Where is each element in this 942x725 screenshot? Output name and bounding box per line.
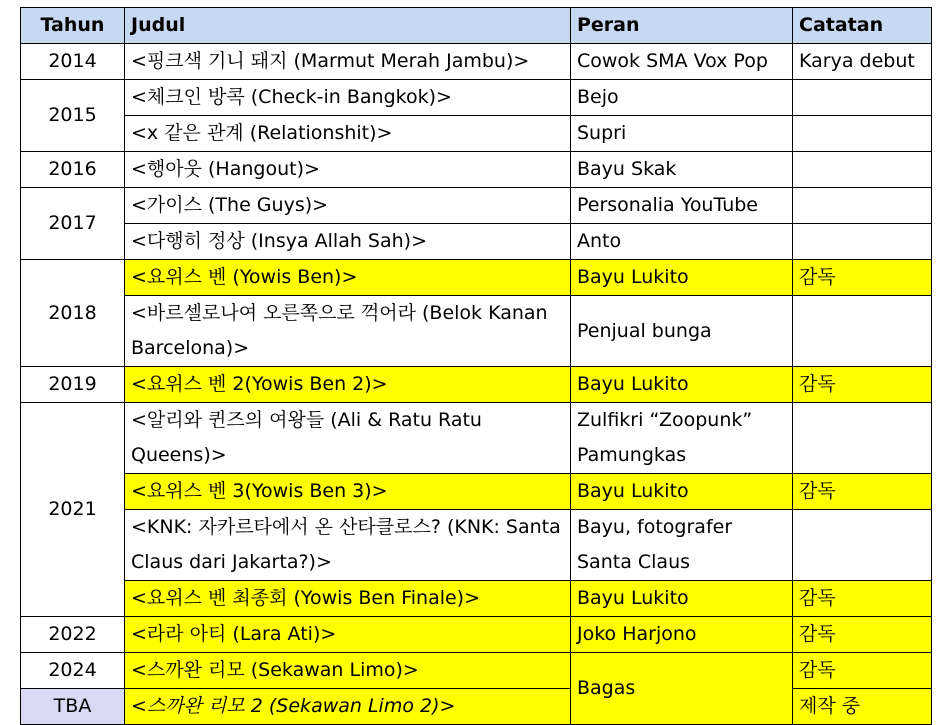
title-cell: <요위스 벤 최종회 (Yowis Ben Finale)> — [125, 581, 571, 617]
table-row — [21, 224, 932, 260]
year-cell: 2015 — [21, 80, 125, 152]
table-row — [21, 152, 932, 188]
table-row — [21, 188, 932, 224]
title-cell: <KNK: 자카르타에서 온 산타클로스? (KNK: Santa Claus dari Jakarta?)> — [125, 510, 571, 581]
role-cell: Bayu Lukito — [571, 474, 793, 510]
table-row — [21, 617, 932, 653]
note-cell: 감독 — [793, 653, 932, 689]
table-row — [21, 367, 932, 403]
note-cell — [793, 152, 932, 188]
note-cell: 감독 — [793, 617, 932, 653]
role-cell: Joko Harjono — [571, 617, 793, 653]
note-cell — [793, 116, 932, 152]
title-cell: <요위스 벤 (Yowis Ben)> — [125, 260, 571, 296]
note-cell: 제작 중 — [793, 689, 932, 725]
table-row — [21, 474, 932, 510]
role-cell: Bayu, fotografer Santa Claus — [571, 510, 793, 581]
role-cell: Personalia YouTube — [571, 188, 793, 224]
table-row — [21, 689, 932, 725]
role-cell: Bayu Lukito — [571, 581, 793, 617]
title-cell: <요위스 벤 2(Yowis Ben 2)> — [125, 367, 571, 403]
year-cell: 2022 — [21, 617, 125, 653]
note-cell: Karya debut — [793, 44, 932, 80]
table-row — [21, 80, 932, 116]
role-cell: Bayu Lukito — [571, 260, 793, 296]
year-cell: 2021 — [21, 403, 125, 617]
table-row — [21, 296, 932, 367]
title-cell: <스까완 리모 2 (Sekawan Limo 2)> — [125, 689, 571, 725]
role-cell: Anto — [571, 224, 793, 260]
note-cell — [793, 188, 932, 224]
year-cell: 2024 — [21, 653, 125, 689]
table-row — [21, 260, 932, 296]
title-cell: <핑크색 기니 돼지 (Marmut Merah Jambu)> — [125, 44, 571, 80]
title-cell: <다행히 정상 (Insya Allah Sah)> — [125, 224, 571, 260]
header-year: Tahun — [21, 8, 125, 44]
note-cell: 감독 — [793, 260, 932, 296]
title-cell: <라라 아티 (Lara Ati)> — [125, 617, 571, 653]
year-cell: 2018 — [21, 260, 125, 367]
role-cell: Bayu Lukito — [571, 367, 793, 403]
title-cell: <스까완 리모 (Sekawan Limo)> — [125, 653, 571, 689]
role-cell: Bejo — [571, 80, 793, 116]
note-cell: 감독 — [793, 474, 932, 510]
title-cell: <요위스 벤 3(Yowis Ben 3)> — [125, 474, 571, 510]
note-cell — [793, 403, 932, 474]
table-row — [21, 116, 932, 152]
header-role: Peran — [571, 8, 793, 44]
table-row — [21, 403, 932, 474]
note-cell — [793, 224, 932, 260]
title-cell: <가이스 (The Guys)> — [125, 188, 571, 224]
title-cell: <x 같은 관계 (Relationshit)> — [125, 116, 571, 152]
year-cell: 2014 — [21, 44, 125, 80]
title-cell: <체크인 방콕 (Check-in Bangkok)> — [125, 80, 571, 116]
year-cell: 2019 — [21, 367, 125, 403]
note-cell — [793, 80, 932, 116]
year-cell: 2016 — [21, 152, 125, 188]
title-cell: <바르셀로나여 오른쪽으로 꺽어라 (Belok Kanan Barcelona)> — [125, 296, 571, 367]
title-cell: <알리와 퀸즈의 여왕들 (Ali & Ratu Ratu Queens)> — [125, 403, 571, 474]
note-cell: 감독 — [793, 581, 932, 617]
header-note: Catatan — [793, 8, 932, 44]
year-cell: 2017 — [21, 188, 125, 260]
role-cell: Zulfikri “Zoopunk” Pamungkas — [571, 403, 793, 474]
year-cell: TBA — [21, 689, 125, 725]
note-cell: 감독 — [793, 367, 932, 403]
role-cell: Penjual bunga — [571, 296, 793, 367]
filmography-table — [20, 7, 932, 725]
table-row — [21, 653, 932, 689]
role-cell: Cowok SMA Vox Pop — [571, 44, 793, 80]
role-cell: Supri — [571, 116, 793, 152]
table-row — [21, 44, 932, 80]
header-title: Judul — [125, 8, 571, 44]
role-cell: Bayu Skak — [571, 152, 793, 188]
note-cell — [793, 510, 932, 581]
table-row — [21, 581, 932, 617]
header-row — [21, 8, 932, 44]
role-cell: Bagas — [571, 653, 793, 725]
note-cell — [793, 296, 932, 367]
title-cell: <행아웃 (Hangout)> — [125, 152, 571, 188]
table-row — [21, 510, 932, 581]
